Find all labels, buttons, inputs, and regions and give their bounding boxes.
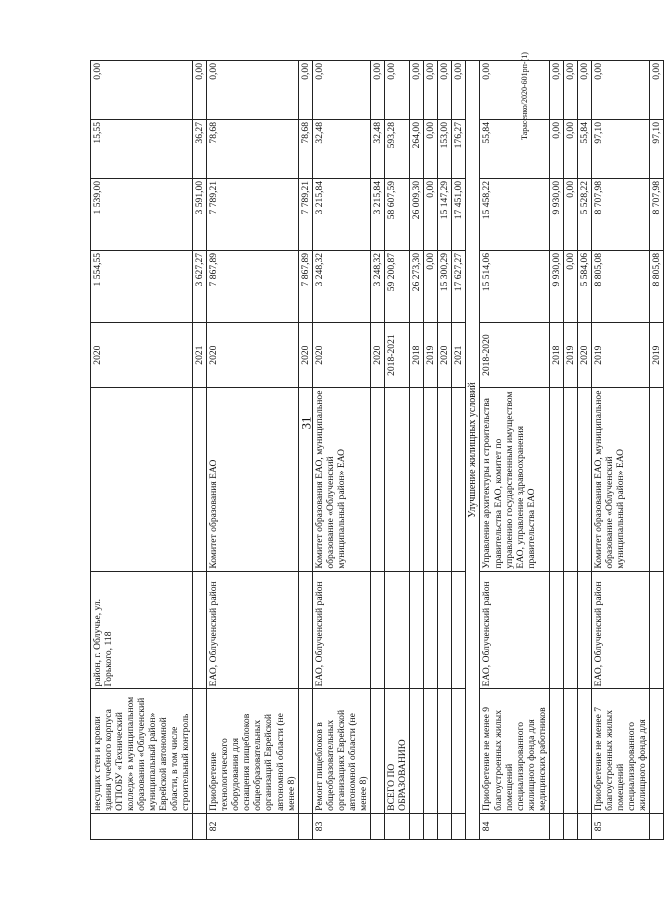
year-cell: 2020	[370, 322, 384, 387]
federal-amount-cell: 17 451,00	[451, 178, 465, 250]
location-cell: район, г. Облучье, ул. Горького, 118	[91, 571, 193, 689]
location-cell: ЕАО, Облученский район	[312, 571, 370, 689]
federal-amount-cell: 8 707,98	[649, 178, 663, 250]
location-cell	[423, 571, 437, 689]
executor-cell: Управление архитектуры и строительства правительства ЕАО, комитет по управлению государственным имуществом ЕАО, управление здравоохранения правительства ЕАО	[480, 388, 549, 571]
executor-cell	[91, 388, 193, 571]
row-number-cell	[384, 813, 409, 839]
table-row	[549, 61, 563, 840]
municipal-amount-cell: 0,00	[591, 61, 649, 120]
total-amount-cell: 0,00	[423, 250, 437, 322]
rotated-sheet	[90, 60, 662, 840]
regional-amount-cell: 55,84	[577, 119, 591, 178]
regional-amount-cell: 153,00	[437, 119, 451, 178]
object-name-cell	[193, 689, 207, 813]
row-number-cell	[549, 813, 563, 839]
object-name-cell	[370, 689, 384, 813]
municipal-amount-cell: 0,00	[312, 61, 370, 120]
row-number-cell	[563, 813, 577, 839]
regional-amount-cell: 32,48	[312, 119, 370, 178]
year-cell: 2020	[207, 322, 298, 387]
executor-cell	[563, 388, 577, 571]
row-number-cell: 82	[207, 813, 298, 839]
federal-amount-cell: 1 539,00	[91, 178, 193, 250]
municipal-amount-cell: 0,00	[423, 61, 437, 120]
executor-cell	[437, 388, 451, 571]
table-row	[298, 61, 312, 840]
location-cell	[409, 571, 423, 689]
year-cell: 2019	[591, 322, 649, 387]
municipal-amount-cell: 0,00	[577, 61, 591, 120]
federal-amount-cell: 15 147,29	[437, 178, 451, 250]
row-number-cell	[91, 813, 193, 839]
row-number-cell	[649, 813, 663, 839]
year-cell: 2019	[563, 322, 577, 387]
row-number-cell	[451, 813, 465, 839]
regional-amount-cell: 97,10	[591, 119, 649, 178]
regional-amount-cell: 97,10	[649, 119, 663, 178]
year-cell: 2019	[423, 322, 437, 387]
municipal-amount-cell: 0,00	[437, 61, 451, 120]
total-amount-cell: 3 248,32	[370, 250, 384, 322]
object-name-cell	[577, 689, 591, 813]
location-cell	[193, 571, 207, 689]
object-name-cell: несущих стен и кровли здания учебного корпуса ОГПОБУ «Технический колледж» в муниципальном образовании «Облученский муниципальный район» Еврейской автономной области, в том числе строительный контроль	[91, 689, 193, 813]
federal-amount-cell: 58 607,59	[384, 178, 409, 250]
executor-cell: Комитет образования ЕАО, муниципальное образование «Облученский муниципальный район» ЕАО	[591, 388, 649, 571]
total-amount-cell: 15 514,06	[480, 250, 549, 322]
year-cell: 2020	[577, 322, 591, 387]
location-cell	[649, 571, 663, 689]
regional-amount-cell: 0,00	[563, 119, 577, 178]
regional-amount-cell: 55,84	[480, 119, 549, 178]
municipal-amount-cell: 0,00	[207, 61, 298, 120]
table-row	[423, 61, 437, 840]
municipal-amount-cell: 0,00	[370, 61, 384, 120]
federal-amount-cell: 3 215,84	[312, 178, 370, 250]
regional-amount-cell: 78,68	[207, 119, 298, 178]
municipal-amount-cell: 0,00	[649, 61, 663, 120]
total-amount-cell: 9 930,00	[549, 250, 563, 322]
federal-amount-cell: 7 789,21	[207, 178, 298, 250]
municipal-amount-cell: 0,00	[409, 61, 423, 120]
object-name-cell	[549, 689, 563, 813]
regional-amount-cell: 0,00	[423, 119, 437, 178]
location-cell	[370, 571, 384, 689]
table-row	[480, 61, 549, 840]
table-row	[91, 61, 193, 840]
total-amount-cell: 0,00	[563, 250, 577, 322]
regional-amount-cell: 15,55	[91, 119, 193, 178]
total-amount-cell: 7 867,89	[207, 250, 298, 322]
total-amount-cell: 15 300,29	[437, 250, 451, 322]
table-row	[370, 61, 384, 840]
object-name-cell	[649, 689, 663, 813]
federal-amount-cell: 8 707,98	[591, 178, 649, 250]
object-name-cell	[423, 689, 437, 813]
year-cell: 2021	[193, 322, 207, 387]
municipal-amount-cell: 0,00	[384, 61, 409, 120]
object-name-cell: Ремонт пищеблоков в общеобразовательных организациях Еврейской автономной области (не менее 8)	[312, 689, 370, 813]
regional-amount-cell: 36,27	[193, 119, 207, 178]
row-number-cell: 84	[480, 813, 549, 839]
year-cell: 2020	[312, 322, 370, 387]
section-row	[465, 61, 480, 840]
executor-cell	[370, 388, 384, 571]
table-row	[437, 61, 451, 840]
object-name-cell	[451, 689, 465, 813]
table-row	[563, 61, 577, 840]
municipal-amount-cell: 0,00	[298, 61, 312, 120]
regional-amount-cell: 78,68	[298, 119, 312, 178]
municipal-amount-cell: 0,00	[451, 61, 465, 120]
year-cell: 2018	[549, 322, 563, 387]
budget-table	[90, 60, 664, 840]
regional-amount-cell: 0,00	[549, 119, 563, 178]
object-name-cell: ВСЕГО ПО ОБРАЗОВАНИЮ	[384, 689, 409, 813]
year-cell: 2020	[437, 322, 451, 387]
row-number-cell: 83	[312, 813, 370, 839]
location-cell	[437, 571, 451, 689]
table-row	[193, 61, 207, 840]
municipal-amount-cell: 0,00	[193, 61, 207, 120]
regional-amount-cell: 264,00	[409, 119, 423, 178]
location-cell: ЕАО, Облученский район	[207, 571, 298, 689]
year-cell: 2020	[298, 322, 312, 387]
regional-amount-cell: 32,48	[370, 119, 384, 178]
object-name-cell	[298, 689, 312, 813]
municipal-amount-cell: 0,00	[480, 61, 549, 120]
total-amount-cell: 17 627,27	[451, 250, 465, 322]
executor-cell	[384, 388, 409, 571]
row-number-cell: 85	[591, 813, 649, 839]
object-name-cell: Приобретение не менее 9 благоустроенных жилых помещений специализированного жилищного фонда для медицинских работников	[480, 689, 549, 813]
regional-amount-cell: 176,27	[451, 119, 465, 178]
table-row	[409, 61, 423, 840]
year-cell: 2021	[451, 322, 465, 387]
year-cell: 2019	[649, 322, 663, 387]
object-name-cell: Приобретение не менее 7 благоустроенных жилых помещений специализированного жилищного фонда для	[591, 689, 649, 813]
total-amount-cell: 5 584,06	[577, 250, 591, 322]
executor-cell: Комитет образования ЕАО, муниципальное образование «Облученский муниципальный район» ЕАО	[312, 388, 370, 571]
table-row	[591, 61, 649, 840]
executor-cell	[549, 388, 563, 571]
section-title: Улучшение жилищных условий	[465, 61, 480, 840]
location-cell	[451, 571, 465, 689]
total-amount-cell: 7 867,89	[298, 250, 312, 322]
executor-cell	[577, 388, 591, 571]
federal-amount-cell: 15 458,22	[480, 178, 549, 250]
federal-amount-cell: 9 930,00	[549, 178, 563, 250]
location-cell	[384, 571, 409, 689]
executor-cell	[193, 388, 207, 571]
object-name-cell	[563, 689, 577, 813]
executor-cell	[649, 388, 663, 571]
location-cell: ЕАО, Облученский район	[480, 571, 549, 689]
federal-amount-cell: 5 528,22	[577, 178, 591, 250]
year-cell: 2020	[91, 322, 193, 387]
row-number-cell	[370, 813, 384, 839]
executor-cell	[298, 388, 312, 571]
federal-amount-cell: 0,00	[423, 178, 437, 250]
location-cell	[577, 571, 591, 689]
location-cell	[549, 571, 563, 689]
row-number-cell	[298, 813, 312, 839]
object-name-cell: Приобретение технологического оборудования для оснащения пищеблоков общеобразовательных организаций Еврейской автономной области (не менее 8)	[207, 689, 298, 813]
table-row	[649, 61, 663, 840]
municipal-amount-cell: 0,00	[549, 61, 563, 120]
year-cell: 2018	[409, 322, 423, 387]
executor-cell	[409, 388, 423, 571]
municipal-amount-cell: 0,00	[563, 61, 577, 120]
document-reference: Тарасенко/2020-601рп-(1)	[520, 52, 529, 140]
page-number: 31	[298, 416, 314, 430]
location-cell: ЕАО, Облученский район	[591, 571, 649, 689]
year-cell: 2018-2020	[480, 322, 549, 387]
object-name-cell	[437, 689, 451, 813]
total-amount-cell: 8 805,08	[649, 250, 663, 322]
regional-amount-cell: 593,28	[384, 119, 409, 178]
municipal-amount-cell: 0,00	[91, 61, 193, 120]
row-number-cell	[193, 813, 207, 839]
federal-amount-cell: 26 009,30	[409, 178, 423, 250]
total-amount-cell: 1 554,55	[91, 250, 193, 322]
table-row	[451, 61, 465, 840]
table-row	[577, 61, 591, 840]
table-row	[384, 61, 409, 840]
row-number-cell	[409, 813, 423, 839]
executor-cell: Комитет образования ЕАО	[207, 388, 298, 571]
total-amount-cell: 26 273,30	[409, 250, 423, 322]
total-amount-cell: 59 200,87	[384, 250, 409, 322]
row-number-cell	[423, 813, 437, 839]
federal-amount-cell: 0,00	[563, 178, 577, 250]
total-amount-cell: 3 627,27	[193, 250, 207, 322]
object-name-cell	[409, 689, 423, 813]
location-cell	[298, 571, 312, 689]
table-row	[207, 61, 298, 840]
year-cell: 2018-2021	[384, 322, 409, 387]
row-number-cell	[437, 813, 451, 839]
total-amount-cell: 3 248,32	[312, 250, 370, 322]
executor-cell	[451, 388, 465, 571]
row-number-cell	[577, 813, 591, 839]
location-cell	[563, 571, 577, 689]
total-amount-cell: 8 805,08	[591, 250, 649, 322]
executor-cell	[423, 388, 437, 571]
table-row	[312, 61, 370, 840]
federal-amount-cell: 3 591,00	[193, 178, 207, 250]
federal-amount-cell: 7 789,21	[298, 178, 312, 250]
federal-amount-cell: 3 215,84	[370, 178, 384, 250]
